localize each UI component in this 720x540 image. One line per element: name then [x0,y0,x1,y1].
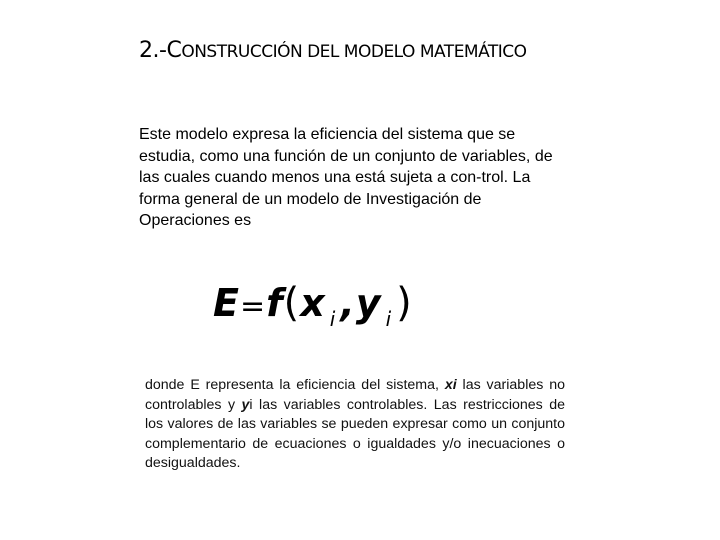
formula-lhs: E [213,281,240,325]
explanation-xi: xi [444,377,457,393]
formula-close-paren: ) [396,280,413,326]
title-rest: ONSTRUCCIÓN DEL MODELO MATEMÁTICO [181,42,527,62]
intro-paragraph: Este modelo expresa la eficiencia del sistema que se estudia, como una función de un conjunto de variables, de las cuales cuando menos una está sujeta a con-trol. La forma general de un modelo de Investigación de Operaciones es [139,126,553,229]
explanation-y: y [241,396,250,413]
title-number: 2.- [139,38,167,63]
formula-equals: = [239,289,267,324]
explanation-part2: las variables no controlables y [145,377,565,413]
formula-sub-x: i [329,307,337,331]
explanation-paragraph [145,376,565,474]
formula-open-paren: ( [283,280,301,326]
explanation-part3: i las variables controlables. Las restricciones de los valores de las variables se pueden expresar como un conjunto complementario de ecuaciones o igualdades y/o inecuaciones o desigualdades. [145,396,565,471]
formula-var-y: y [355,281,382,325]
title-first-letter: C [166,38,182,63]
formula-comma: , [340,281,356,325]
formula-var-x: x [300,281,326,325]
explanation-part1: donde E representa la eficiencia del sistema, [145,377,445,393]
formula [213,280,413,331]
formula-func: f [266,281,284,325]
formula-sub-y: i [385,307,393,331]
slide-title [139,38,527,63]
